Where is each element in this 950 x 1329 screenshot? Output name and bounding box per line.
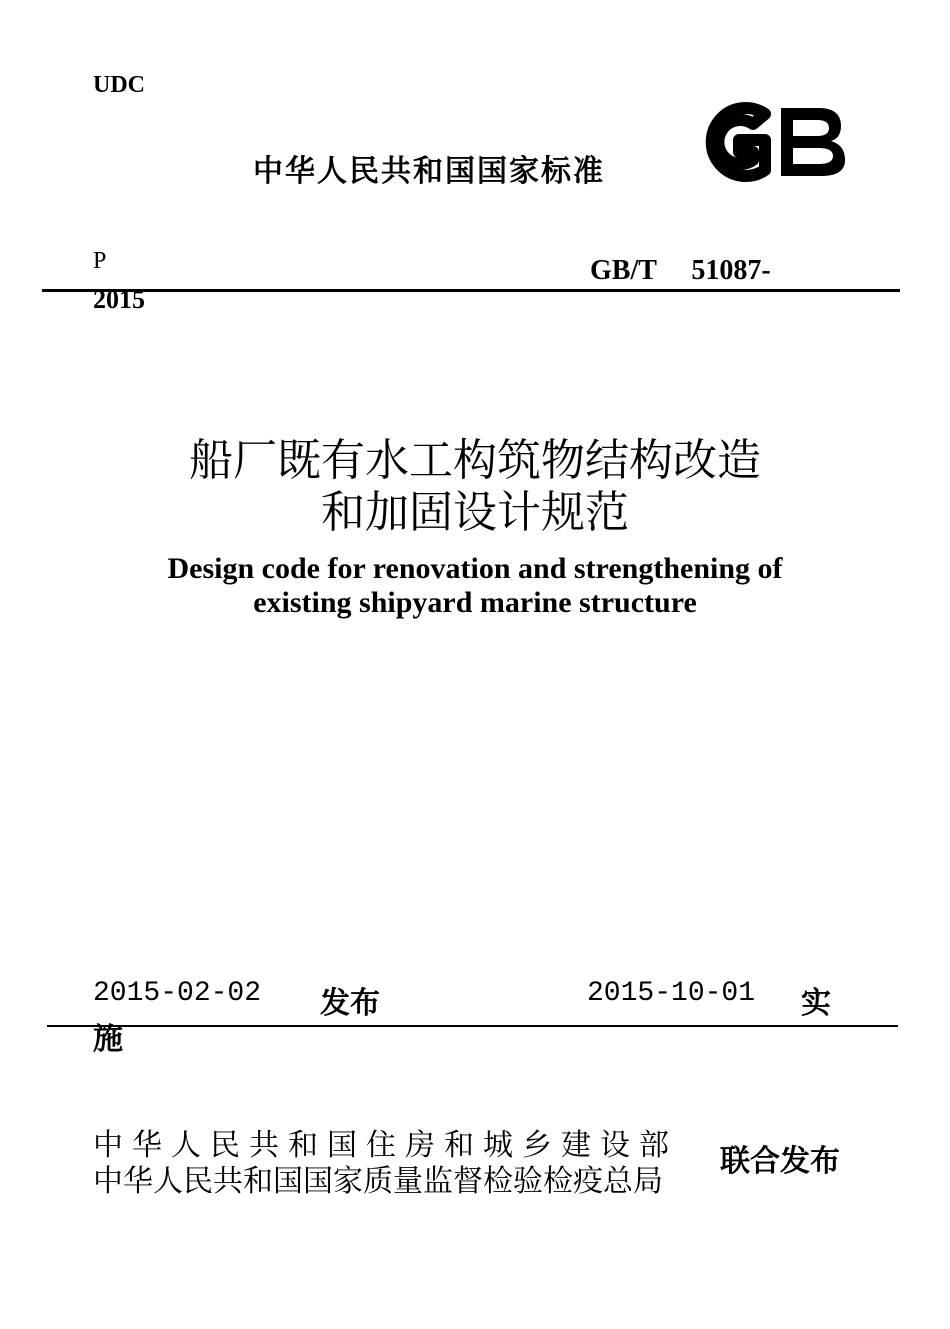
chinese-title-line-2: 和加固设计规范 xyxy=(321,487,629,538)
udc-label: UDC xyxy=(93,72,145,98)
issue-date: 2015-02-02 xyxy=(93,978,262,1009)
standard-year: 2015 xyxy=(93,285,145,314)
implementation-date: 2015-10-01 xyxy=(587,978,756,1009)
gb-logo-g-shape xyxy=(712,108,765,176)
issuer-quality-inspection: 中华人民共和国国家质量监督检验检疫总局 xyxy=(93,1164,663,1199)
implementation-label-part-2: 施 xyxy=(93,1022,123,1057)
english-title-line-1: Design code for renovation and strengthening of xyxy=(167,552,783,585)
issue-label: 发布 xyxy=(320,986,380,1021)
header-divider xyxy=(42,289,900,292)
issuer-ministry-housing: 中华人民共和国住房和城乡建设部 xyxy=(93,1128,678,1163)
implementation-label-part-1: 实 xyxy=(801,986,831,1021)
dates-divider xyxy=(47,1025,898,1027)
national-standard-title: 中华人民共和国国家标准 xyxy=(253,154,605,189)
english-title-line-2: existing shipyard marine structure xyxy=(253,586,697,619)
gb-logo-b-shape xyxy=(781,108,845,176)
joint-issue-label: 联合发布 xyxy=(720,1144,840,1179)
classification-code: P xyxy=(93,248,107,274)
standard-number: GB/T 51087- xyxy=(590,255,771,286)
chinese-title-line-1: 船厂既有水工构筑物结构改造 xyxy=(189,435,761,486)
gb-logo xyxy=(695,100,847,184)
